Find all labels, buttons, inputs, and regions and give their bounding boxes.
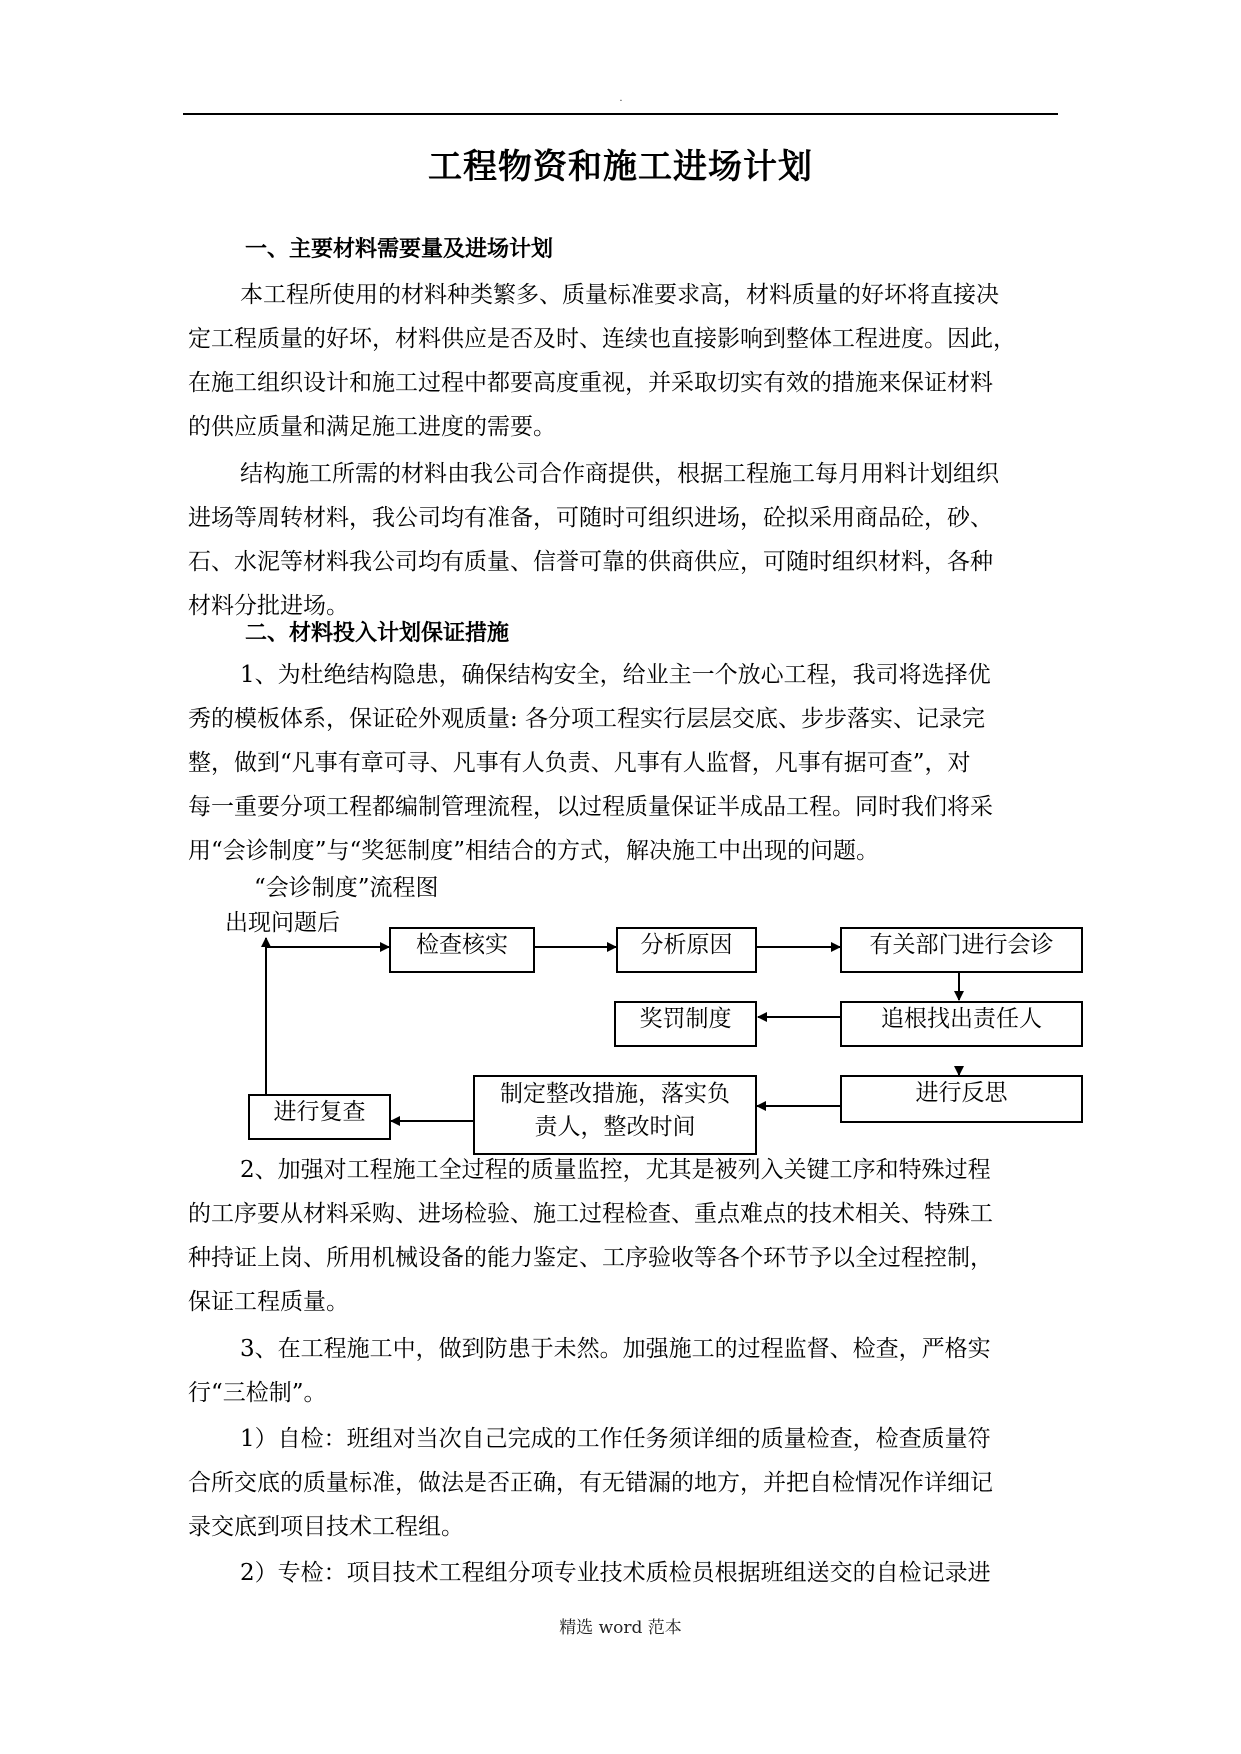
paragraph-line: 合所交底的质量标准，做法是否正确，有无错漏的地方，并把自检情况作详细记 [188,1470,993,1496]
paragraph-line: 进场等周转材料，我公司均有准备，可随时可组织进场，砼拟采用商品砼，砂、 [188,505,993,531]
paragraph-line: 的工序要从材料采购、进场检验、施工过程检查、重点难点的技术相关、特殊工 [188,1201,993,1227]
flow-node-review: 进行复查 [248,1094,391,1140]
paragraph-line: 材料分批进场。 [188,593,349,619]
paragraph-line: 种持证上岗、所用机械设备的能力鉴定、工序验收等各个环节予以全过程控制， [188,1245,993,1271]
paragraph-line: 整，做到“凡事有章可寻、凡事有人负责、凡事有人监督，凡事有据可查”，对 [188,750,971,776]
flow-node-reward: 奖罚制度 [614,1001,757,1047]
flow-node-measures-line2: 责人，整改时间 [534,1114,696,1140]
header-rule [183,113,1058,115]
paragraph-line: 本工程所使用的材料种类繁多、质量标准要求高，材料质量的好坏将直接决 [240,282,999,308]
header-mark: . [619,93,623,104]
document-title: 工程物资和施工进场计划 [428,147,813,187]
paragraph-line: 3、在工程施工中，做到防患于未然。加强施工的过程监督、检查，严格实 [240,1336,991,1362]
section2-heading: 二、材料投入计划保证措施 [245,621,510,646]
paragraph-line: 2、加强对工程施工全过程的质量监控，尤其是被列入关键工序和特殊过程 [240,1157,991,1183]
paragraph-line: 保证工程质量。 [188,1289,349,1315]
paragraph-line: 行“三检制”。 [188,1380,327,1406]
paragraph-line: 在施工组织设计和施工过程中都要高度重视，并采取切实有效的措施来保证材料 [188,370,993,396]
paragraph-line: 秀的模板体系，保证砼外观质量: 各分项工程实行层层交底、步步落实、记录完 [188,706,986,732]
paragraph-line: 每一重要分项工程都编制管理流程，以过程质量保证半成品工程。同时我们将采 [188,794,993,820]
flow-node-measures [473,1075,757,1155]
paragraph-line: 用“会诊制度”与“奖惩制度”相结合的方式，解决施工中出现的问题。 [188,838,880,864]
flow-node-analyze: 分析原因 [616,927,757,973]
paragraph-line: 1）自检：班组对当次自己完成的工作任务须详细的质量检查，检查质量符 [240,1426,991,1452]
paragraph-line: 录交底到项目技术工程组。 [188,1514,464,1540]
paragraph-line: 结构施工所需的材料由我公司合作商提供，根据工程施工每月用料计划组织 [240,461,999,487]
flowchart-start-label: 出现问题后 [225,910,340,936]
page-footer: 精选 word 范本 [559,1618,682,1638]
paragraph-line: 石、水泥等材料我公司均有质量、信誉可靠的供商供应，可随时组织材料，各种 [188,549,993,575]
paragraph-line: 2）专检：项目技术工程组分项专业技术质检员根据班组送交的自检记录进 [240,1560,991,1586]
flow-node-check: 检查核实 [389,927,535,973]
flow-node-reflect: 进行反思 [840,1075,1083,1123]
flowchart-caption: “会诊制度”流程图 [254,875,439,901]
flow-node-trace: 追根找出责任人 [840,1001,1083,1047]
flow-node-consult: 有关部门进行会诊 [840,927,1083,973]
flow-node-measures-line1: 制定整改措施，落实负 [500,1081,730,1107]
paragraph-line: 的供应质量和满足施工进度的需要。 [188,414,556,440]
paragraph-line: 定工程质量的好坏，材料供应是否及时、连续也直接影响到整体工程进度。因此， [188,326,1016,352]
section1-heading: 一、主要材料需要量及进场计划 [245,237,554,262]
paragraph-line: 1、为杜绝结构隐患，确保结构安全，给业主一个放心工程，我司将选择优 [240,662,991,688]
